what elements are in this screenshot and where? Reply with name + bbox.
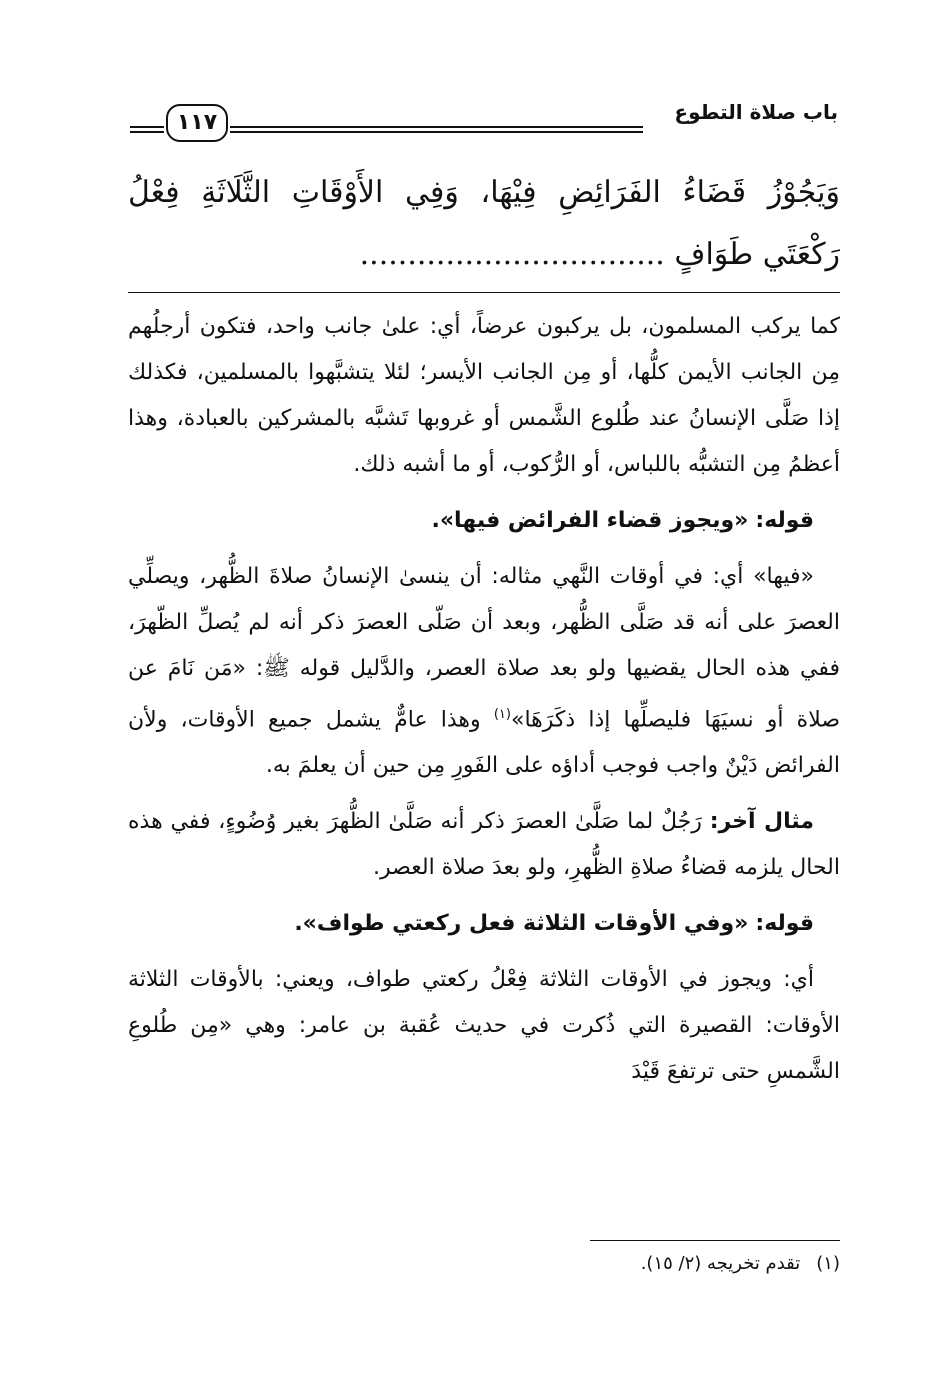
matn-dots: ................................ [359,237,665,272]
paragraph-3-text: رَجُلٌ لما صَلَّىٰ العصرَ ذكر أنه صَلَّىٰ الظُّهرَ بغير وُضُوءٍ، ففي هذه الحال يلزمه قضاءُ صلاةِ الظُّهرِ، ولو بعدَ صلاة العصر. [128,809,840,881]
paragraph-2 [128,554,840,789]
paragraph-3 [128,799,840,891]
footnote-number: (١) [816,1253,840,1274]
example-label: مثال آخر: [709,809,814,835]
matn-line-2 [128,224,840,286]
paragraph-2-part-1: «فيها» أي: في أوقات النَّهي مثاله: أن ينسىٰ الإنسانُ صلاةَ الظُّهر، ويصلِّي العصرَ على أنه قد صَلَّى الظُّهر، وبعد أن صَلّى العصرَ ذكر أنه لم يُصلِّ الظّهرَ، ففي هذه الحال يقضيها ولو بعد صلاة العصر، والدَّليل قوله ﷺ: «مَن نَامَ عن صلاة أو نسيَهَا فليصلِّها إذا ذكَرَهَا» [128,564,841,733]
matn-line-2-text: رَكْعَتَي طَوَافٍ [674,237,840,272]
qawl-heading-2 [128,901,840,947]
qawl-quote: «وفي الأوقات الثلاثة فعل ركعتي طواف». [294,911,749,937]
matn-line-1: وَيَجُوْزُ قَضَاءُ الفَرَائِضِ فِيْهَا، وَفِي الأَوْقَاتِ الثَّلَاثَةِ فِعْلُ [128,175,840,210]
header-rule [230,126,643,133]
qawl-heading-1 [128,498,840,544]
page-header [130,96,838,152]
paragraph-4: أي: ويجوز في الأوقات الثلاثة فِعْلُ ركعتي طواف، ويعني: بالأوقات الثلاثة الأوقات: القصيرة التي ذُكرت في حديث عُقبة بن عامر: وهي «مِن طُلوعِ الشَّمسِ حتى ترتفعَ قَيْدَ [128,967,840,1085]
qawl-quote: «ويجوز قضاء الفرائض فيها». [431,508,749,533]
footnote [340,1250,840,1278]
paragraph-1: كما يركب المسلمون، بل يركبون عرضاً، أي: علىٰ جانب واحد، فتكون أرجلُهم مِن الجانب الأيمن كلُّها، أو مِن الجانب الأيسر؛ لئلا يتشبَّهوا بالمسلمين، فكذلك إذا صَلَّى الإنسانُ عند طُلوع الشَّمس أو غروبها تَشبَّه بالمشركين بالعبادة، وهذا أعظمُ مِن التشبُّه باللباس، أو الرُّكوب، أو ما أشبه ذلك. [128,314,840,477]
header-rule-short [130,126,164,133]
paragraph-2-part-2: وهذا عامٌّ يشمل جميع الأوقات، ولأن الفرائض دَيْنٌ واجب فوجب أداؤه على الفَورِ مِن حين أن يعلمَ به. [128,707,840,779]
chapter-title: باب صلاة التطوع [674,100,838,124]
matn-text [128,162,840,286]
footnote-text: تقدم تخريجه (٢/ ١٥). [640,1253,801,1274]
qawl-label: قوله: [755,508,814,533]
qawl-label: قوله: [755,911,814,937]
page-number: ١١٧ [166,104,228,142]
commentary [128,304,840,1095]
matn-separator [128,292,840,293]
footnote-rule [590,1240,840,1241]
footnote-marker: (١) [493,707,511,722]
